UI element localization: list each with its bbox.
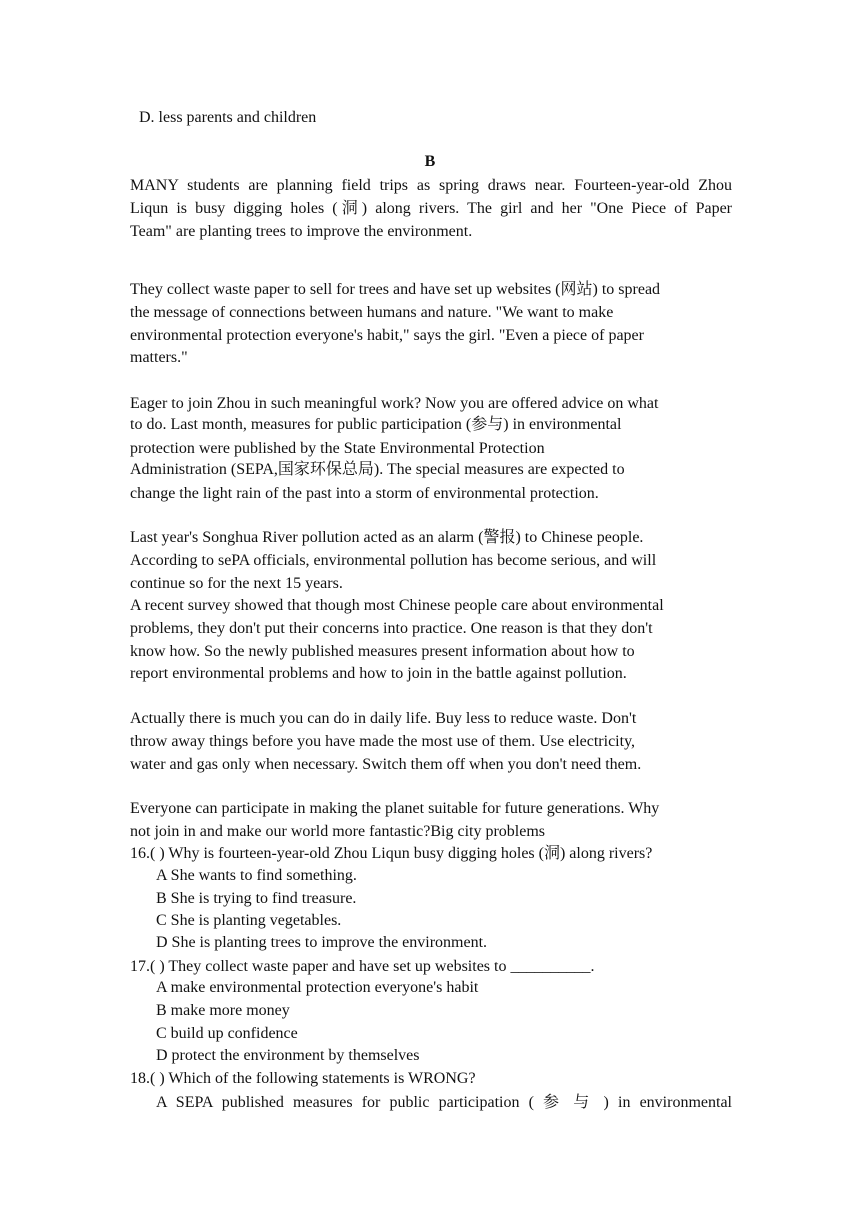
text-line: A recent survey showed that though most Chinese people care about environmental	[130, 597, 664, 614]
text-line: Last year's Songhua River pollution acted as an alarm (警报) to Chinese people.	[130, 529, 644, 546]
intro-paragraph	[130, 174, 732, 243]
text-line: water and gas only when necessary. Switch them off when you don't need them.	[130, 756, 642, 773]
text-line: environmental protection everyone's habit," says the girl. "Even a piece of paper	[130, 327, 644, 344]
text-line: continue so for the next 15 years.	[130, 575, 343, 592]
text-line: Team" are planting trees to improve the environment.	[130, 223, 473, 240]
answer-option: D protect the environment by themselves	[156, 1047, 420, 1064]
text-line: According to sePA officials, environmental pollution has become serious, and will	[130, 552, 657, 569]
answer-option: B She is trying to find treasure.	[156, 890, 357, 907]
question-stem: 18.( ) Which of the following statements is WRONG?	[130, 1070, 476, 1087]
answer-option: A SEPA published measures for public participation ( 参 与 ) in environmental	[156, 1094, 732, 1111]
text-line: the message of connections between humans and nature. "We want to make	[130, 304, 614, 321]
text-line: protection were published by the State Environmental Protection	[130, 440, 545, 457]
section-heading: B	[424, 153, 436, 170]
text-line: know how. So the newly published measures present information about how to	[130, 643, 635, 660]
previous-question-option: D. less parents and children	[139, 109, 317, 126]
question-stem: 17.( ) They collect waste paper and have set up websites to __________.	[130, 958, 595, 975]
text-line: They collect waste paper to sell for trees and have set up websites (网站) to spread	[130, 281, 661, 298]
text-line: not join in and make our world more fantastic?Big city problems	[130, 823, 546, 840]
text-line: Liqun is busy digging holes (洞) along rivers. The girl and her "One Piece of Paper	[130, 200, 732, 217]
answer-option: A She wants to find something.	[156, 867, 357, 884]
text-line: to do. Last month, measures for public participation (参与) in environmental	[130, 416, 622, 433]
text-line: Actually there is much you can do in daily life. Buy less to reduce waste. Don't	[130, 710, 637, 727]
answer-option: B make more money	[156, 1002, 290, 1019]
answer-option: D She is planting trees to improve the environment.	[156, 934, 488, 951]
text-line: MANY students are planning field trips as spring draws near. Fourteen-year-old Zhou	[130, 177, 732, 194]
question-stem: 16.( ) Why is fourteen-year-old Zhou Liqun busy digging holes (洞) along rivers?	[130, 845, 653, 862]
answer-option-wrapper	[156, 1091, 732, 1114]
text-line: throw away things before you have made the most use of them. Use electricity,	[130, 733, 636, 750]
text-line: Everyone can participate in making the planet suitable for future generations. Why	[130, 800, 660, 817]
answer-option: C She is planting vegetables.	[156, 912, 342, 929]
answer-option: A make environmental protection everyone's habit	[156, 979, 479, 996]
text-line: Eager to join Zhou in such meaningful work? Now you are offered advice on what	[130, 395, 659, 412]
answer-option: C build up confidence	[156, 1025, 298, 1042]
text-line: problems, they don't put their concerns into practice. One reason is that they don't	[130, 620, 653, 637]
text-line: Administration (SEPA,国家环保总局). The special measures are expected to	[130, 461, 625, 478]
text-line: change the light rain of the past into a storm of environmental protection.	[130, 485, 599, 502]
text-line: matters."	[130, 349, 188, 366]
text-line: report environmental problems and how to join in the battle against pollution.	[130, 665, 627, 682]
